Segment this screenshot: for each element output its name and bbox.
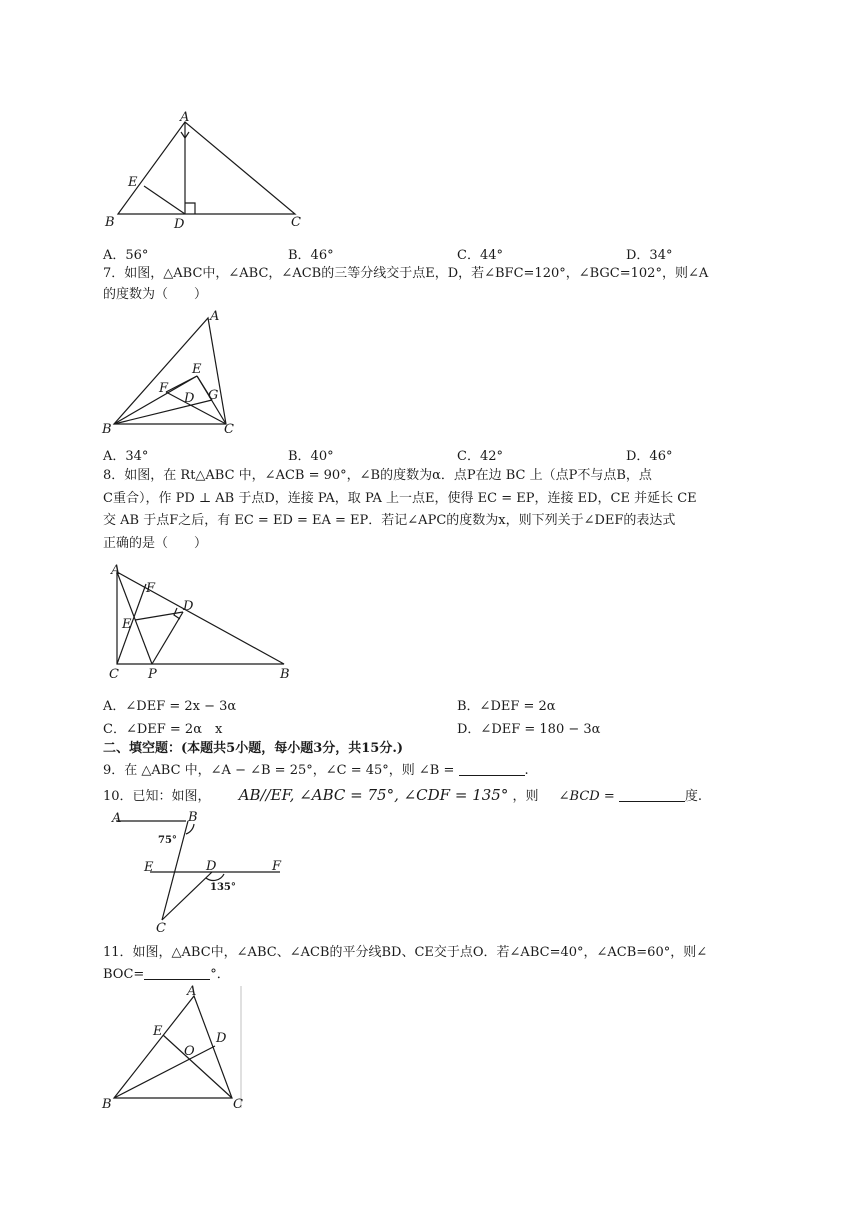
label-f: F — [272, 859, 282, 874]
q8-option-c[interactable]: C．∠DEF = 2α x — [103, 722, 223, 737]
label-d: D — [183, 599, 194, 614]
label-e: E — [144, 860, 154, 875]
label-f: F — [159, 381, 169, 396]
q8-option-a[interactable]: A．∠DEF = 2x − 3α — [103, 699, 237, 714]
label-c: C — [156, 921, 166, 936]
q11-text-line1: 11．如图，△ABC中，∠ABC、∠ACB的平分线BD、CE交于点O．若∠ABC=40°，∠ACB=60°，则∠ — [103, 945, 708, 960]
q8-text-line3: 交 AB 于点F之后，有 EC = ED = EA = EP．若记∠APC的度数为x，则下列关于∠DEF的表达式 — [103, 513, 676, 528]
label-g: G — [208, 388, 219, 403]
q10-question — [103, 786, 702, 806]
q7-text-line2: 的度数为（ ） — [103, 287, 208, 302]
label-a: A — [180, 110, 190, 125]
segment-pd — [152, 612, 183, 664]
label-b: B — [280, 667, 290, 682]
trisector-bg — [114, 400, 212, 424]
q9-answer-blank[interactable] — [459, 763, 525, 776]
q10-ask: ∠BCD = — [558, 789, 615, 804]
label-e: E — [192, 362, 202, 377]
figure-q8 — [100, 560, 300, 685]
bisector-bd — [114, 1046, 215, 1098]
q10-text-mid: ，则 — [512, 789, 539, 804]
q8-text-line2: C重合），作 PD ⊥ AB 于点D，连接 PA，取 PA 上一点E，使得 EC = EP，连接 ED，CE 并延长 CE — [103, 491, 697, 506]
label-angle-75: 75° — [158, 835, 177, 846]
q11-text-line2 — [103, 966, 230, 984]
q9-text-end: . — [524, 763, 529, 778]
label-b: B — [188, 810, 198, 825]
label-angle-135: 135° — [210, 882, 236, 893]
q8-option-d[interactable]: D．∠DEF = 180 − 3α — [457, 722, 601, 737]
label-a: A — [187, 984, 197, 999]
label-c: C — [224, 422, 234, 437]
label-a: A — [210, 309, 220, 324]
figure-q10 — [100, 808, 300, 936]
label-e: E — [122, 617, 132, 632]
section-heading: 二、填空题：(本题共5小题，每小题3分，共15分.) — [103, 741, 404, 756]
label-d: D — [184, 391, 195, 406]
q10-condition: AB//EF, ∠ABC = 75°, ∠CDF = 135° — [238, 786, 509, 804]
q7-option-c[interactable]: C．42° — [457, 449, 503, 464]
q7-option-d[interactable]: D．46° — [626, 449, 673, 464]
triangle-acb — [117, 572, 284, 664]
label-b: B — [105, 215, 115, 230]
figure-q6 — [100, 110, 320, 235]
q7-option-b[interactable]: B．40° — [288, 449, 334, 464]
label-b: B — [102, 1097, 112, 1112]
label-d: D — [174, 217, 185, 232]
q11-answer-blank[interactable] — [144, 967, 210, 980]
q6-option-a[interactable]: A．56° — [103, 248, 149, 263]
triangle-abc — [118, 122, 295, 214]
q6-option-b[interactable]: B．46° — [288, 248, 334, 263]
label-d: D — [206, 859, 217, 874]
label-a: A — [111, 563, 121, 578]
segment-ed — [144, 186, 185, 214]
label-b: B — [102, 422, 112, 437]
label-e: E — [153, 1024, 163, 1039]
q11-text-end: °． — [210, 967, 230, 982]
label-f: F — [146, 581, 156, 596]
q10-answer-blank[interactable] — [619, 789, 685, 802]
q7-text-line1: 7．如图，△ABC中，∠ABC，∠ACB的三等分线交于点E，D，若∠BFC=120°，∠BGC=102°，则∠A — [103, 266, 709, 281]
triangle-abc — [114, 318, 226, 424]
figure-q7 — [100, 310, 250, 440]
q9-question — [103, 762, 529, 780]
q11-text: BOC= — [103, 967, 145, 982]
segment-fe — [166, 376, 197, 392]
segment-cd — [162, 872, 212, 920]
label-a: A — [112, 811, 122, 826]
label-d: D — [216, 1031, 227, 1046]
label-c: C — [233, 1097, 243, 1112]
q8-option-b[interactable]: B．∠DEF = 2α — [457, 699, 556, 714]
q6-option-d[interactable]: D．34° — [626, 248, 673, 263]
q7-option-a[interactable]: A．34° — [103, 449, 149, 464]
label-p: P — [148, 667, 157, 682]
label-e: E — [128, 175, 138, 190]
label-c: C — [109, 667, 119, 682]
q9-text: 9．在 △ABC 中，∠A − ∠B = 25°，∠C = 45°，则 ∠B = — [103, 763, 455, 778]
q10-text-end: 度. — [684, 789, 703, 804]
q8-text-line1: 8．如图，在 Rt△ABC 中，∠ACB = 90°，∠B的度数为α．点P在边 BC 上（点P不与点B，点 — [103, 468, 652, 483]
q8-text-line4: 正确的是（ ） — [103, 536, 208, 551]
figure-q11 — [100, 986, 250, 1116]
q10-text: 10．已知：如图， — [103, 789, 211, 804]
right-angle-mark — [185, 203, 195, 214]
label-o: O — [184, 1044, 195, 1059]
label-c: C — [291, 215, 301, 230]
q6-option-c[interactable]: C．44° — [457, 248, 503, 263]
